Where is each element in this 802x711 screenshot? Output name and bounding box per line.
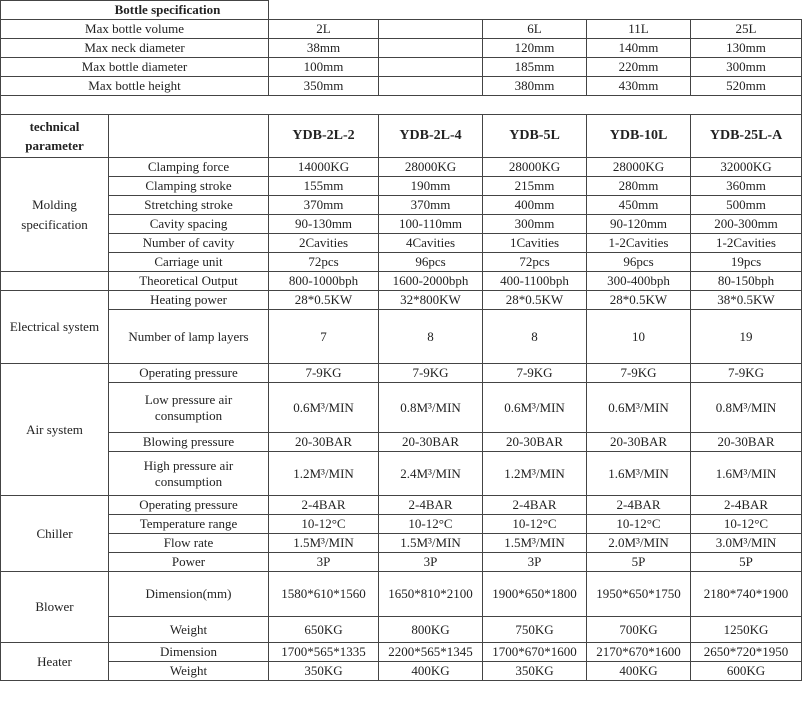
cell: 28*0.5KW xyxy=(269,291,379,310)
cell: 360mm xyxy=(691,177,802,196)
row-label: Cavity spacing xyxy=(109,215,269,234)
cell: 2200*565*1345 xyxy=(379,643,483,662)
cell: 11L xyxy=(587,20,691,39)
cell: 155mm xyxy=(269,177,379,196)
cell: 2-4BAR xyxy=(379,496,483,515)
cell: 0.6M³/MIN xyxy=(269,383,379,433)
cell: 20-30BAR xyxy=(691,433,802,452)
row-label: High pressure air consumption xyxy=(109,452,269,496)
cell: 2170*670*1600 xyxy=(587,643,691,662)
bottle-spec-row xyxy=(1,20,802,39)
cell: 7-9KG xyxy=(691,364,802,383)
row-label: Temperature range xyxy=(109,515,269,534)
cell: 7 xyxy=(269,310,379,364)
cell xyxy=(379,58,483,77)
cell: 7-9KG xyxy=(379,364,483,383)
cell: 80-150bph xyxy=(691,272,802,291)
cell: 140mm xyxy=(587,39,691,58)
spec-row xyxy=(1,234,802,253)
cell: 1580*610*1560 xyxy=(269,572,379,617)
bottle-spec-title: Bottle specification xyxy=(1,1,269,20)
cell: 3P xyxy=(269,553,379,572)
cell: 400KG xyxy=(379,662,483,681)
cell: 1.6M³/MIN xyxy=(587,452,691,496)
row-label: Number of cavity xyxy=(109,234,269,253)
spec-row xyxy=(1,534,802,553)
cell: 8 xyxy=(483,310,587,364)
cell: 100mm xyxy=(269,58,379,77)
cell: 90-130mm xyxy=(269,215,379,234)
cell: 1.5M³/MIN xyxy=(269,534,379,553)
row-label: Operating pressure xyxy=(109,364,269,383)
cell: 1700*670*1600 xyxy=(483,643,587,662)
cell: 600KG xyxy=(691,662,802,681)
group-label-air: Air system xyxy=(1,364,109,496)
cell: 4Cavities xyxy=(379,234,483,253)
cell: 20-30BAR xyxy=(379,433,483,452)
row-label: Carriage unit xyxy=(109,253,269,272)
cell: 6L xyxy=(483,20,587,39)
row-label: Clamping stroke xyxy=(109,177,269,196)
spacer-row xyxy=(1,96,802,115)
spec-row xyxy=(1,433,802,452)
cell: 200-300mm xyxy=(691,215,802,234)
cell: 400mm xyxy=(483,196,587,215)
technical-parameter-title: technical parameter xyxy=(1,115,109,158)
cell: 0.6M³/MIN xyxy=(587,383,691,433)
spec-row xyxy=(1,196,802,215)
cell: 370mm xyxy=(379,196,483,215)
cell: 2-4BAR xyxy=(587,496,691,515)
group-label-chiller: Chiller xyxy=(1,496,109,572)
row-label: Heating power xyxy=(109,291,269,310)
row-label: Weight xyxy=(109,662,269,681)
spec-row xyxy=(1,515,802,534)
cell: 2.0M³/MIN xyxy=(587,534,691,553)
cell: 96pcs xyxy=(379,253,483,272)
cell: 96pcs xyxy=(587,253,691,272)
cell: 1.5M³/MIN xyxy=(483,534,587,553)
cell: 10-12°C xyxy=(587,515,691,534)
row-label: Theoretical Output xyxy=(109,272,269,291)
row-label: Weight xyxy=(109,617,269,643)
cell: 1.2M³/MIN xyxy=(269,452,379,496)
bottle-spec-title-row xyxy=(1,1,802,20)
row-label: Dimension(mm) xyxy=(109,572,269,617)
cell: 32*800KW xyxy=(379,291,483,310)
spec-row xyxy=(1,364,802,383)
cell: 100-110mm xyxy=(379,215,483,234)
cell: 2Cavities xyxy=(269,234,379,253)
cell xyxy=(379,39,483,58)
cell: 72pcs xyxy=(483,253,587,272)
cell: 72pcs xyxy=(269,253,379,272)
cell: 380mm xyxy=(483,77,587,96)
cell: 370mm xyxy=(269,196,379,215)
cell: 0.8M³/MIN xyxy=(691,383,802,433)
bottle-spec-row xyxy=(1,39,802,58)
cell: 1250KG xyxy=(691,617,802,643)
cell: 28000KG xyxy=(483,158,587,177)
group-label-blower: Blower xyxy=(1,572,109,643)
cell: 1.5M³/MIN xyxy=(379,534,483,553)
cell: 10-12°C xyxy=(483,515,587,534)
cell: 20-30BAR xyxy=(483,433,587,452)
cell: 3.0M³/MIN xyxy=(691,534,802,553)
cell: 20-30BAR xyxy=(269,433,379,452)
bottle-spec-row xyxy=(1,58,802,77)
model-header: YDB-25L-A xyxy=(691,115,802,158)
cell: 32000KG xyxy=(691,158,802,177)
cell: 38*0.5KW xyxy=(691,291,802,310)
model-header-row xyxy=(1,115,802,158)
spec-row xyxy=(1,215,802,234)
cell: 2-4BAR xyxy=(691,496,802,515)
model-header: YDB-10L xyxy=(587,115,691,158)
cell: 7-9KG xyxy=(269,364,379,383)
model-header: YDB-5L xyxy=(483,115,587,158)
model-header: YDB-2L-4 xyxy=(379,115,483,158)
spec-row xyxy=(1,158,802,177)
cell: 2-4BAR xyxy=(269,496,379,515)
row-label: Flow rate xyxy=(109,534,269,553)
cell: 14000KG xyxy=(269,158,379,177)
row-label: Clamping force xyxy=(109,158,269,177)
cell: 430mm xyxy=(587,77,691,96)
cell: 1Cavities xyxy=(483,234,587,253)
cell: 28*0.5KW xyxy=(483,291,587,310)
cell: 3P xyxy=(379,553,483,572)
cell: 120mm xyxy=(483,39,587,58)
cell: 130mm xyxy=(691,39,802,58)
spec-row xyxy=(1,310,802,364)
row-label: Max bottle height xyxy=(1,77,269,96)
cell: 190mm xyxy=(379,177,483,196)
cell: 1-2Cavities xyxy=(691,234,802,253)
cell: 10-12°C xyxy=(379,515,483,534)
cell: 1700*565*1335 xyxy=(269,643,379,662)
cell: 700KG xyxy=(587,617,691,643)
spec-row xyxy=(1,643,802,662)
row-label: Stretching stroke xyxy=(109,196,269,215)
cell: 350KG xyxy=(483,662,587,681)
group-label-molding: Molding specification xyxy=(1,158,109,272)
cell: 0.6M³/MIN xyxy=(483,383,587,433)
cell: 5P xyxy=(691,553,802,572)
cell: 650KG xyxy=(269,617,379,643)
cell: 400-1100bph xyxy=(483,272,587,291)
row-label: Max neck diameter xyxy=(1,39,269,58)
cell: 2-4BAR xyxy=(483,496,587,515)
cell: 28000KG xyxy=(587,158,691,177)
cell: 38mm xyxy=(269,39,379,58)
cell: 300mm xyxy=(691,58,802,77)
cell: 1650*810*2100 xyxy=(379,572,483,617)
cell: 215mm xyxy=(483,177,587,196)
cell: 3P xyxy=(483,553,587,572)
spec-row xyxy=(1,253,802,272)
spec-row xyxy=(1,291,802,310)
cell: 220mm xyxy=(587,58,691,77)
cell: 7-9KG xyxy=(587,364,691,383)
cell: 19pcs xyxy=(691,253,802,272)
row-label: Max bottle volume xyxy=(1,20,269,39)
cell: 185mm xyxy=(483,58,587,77)
group-label-electrical: Electrical system xyxy=(1,291,109,364)
cell: 8 xyxy=(379,310,483,364)
cell: 0.8M³/MIN xyxy=(379,383,483,433)
cell: 7-9KG xyxy=(483,364,587,383)
cell: 28*0.5KW xyxy=(587,291,691,310)
cell: 28000KG xyxy=(379,158,483,177)
cell: 350KG xyxy=(269,662,379,681)
cell: 1-2Cavities xyxy=(587,234,691,253)
model-header: YDB-2L-2 xyxy=(269,115,379,158)
cell: 800-1000bph xyxy=(269,272,379,291)
cell xyxy=(379,20,483,39)
spec-row xyxy=(1,572,802,617)
cell: 750KG xyxy=(483,617,587,643)
spec-row xyxy=(1,383,802,433)
cell: 25L xyxy=(691,20,802,39)
cell: 1600-2000bph xyxy=(379,272,483,291)
row-label: Power xyxy=(109,553,269,572)
cell: 20-30BAR xyxy=(587,433,691,452)
spec-row xyxy=(1,177,802,196)
cell: 1.6M³/MIN xyxy=(691,452,802,496)
cell: 300mm xyxy=(483,215,587,234)
cell: 1.2M³/MIN xyxy=(483,452,587,496)
spec-row xyxy=(1,496,802,515)
cell: 800KG xyxy=(379,617,483,643)
row-label: Dimension xyxy=(109,643,269,662)
cell: 2L xyxy=(269,20,379,39)
cell: 2.4M³/MIN xyxy=(379,452,483,496)
cell: 10-12°C xyxy=(691,515,802,534)
cell: 19 xyxy=(691,310,802,364)
row-label: Max bottle diameter xyxy=(1,58,269,77)
cell: 520mm xyxy=(691,77,802,96)
spec-row xyxy=(1,452,802,496)
cell: 90-120mm xyxy=(587,215,691,234)
spec-row xyxy=(1,662,802,681)
cell: 500mm xyxy=(691,196,802,215)
cell: 2180*740*1900 xyxy=(691,572,802,617)
cell: 280mm xyxy=(587,177,691,196)
cell: 2650*720*1950 xyxy=(691,643,802,662)
cell: 1950*650*1750 xyxy=(587,572,691,617)
row-label: Blowing pressure xyxy=(109,433,269,452)
cell xyxy=(379,77,483,96)
cell: 5P xyxy=(587,553,691,572)
bottle-spec-row xyxy=(1,77,802,96)
cell: 1900*650*1800 xyxy=(483,572,587,617)
cell: 450mm xyxy=(587,196,691,215)
spec-row xyxy=(1,617,802,643)
spec-row xyxy=(1,272,802,291)
cell: 10-12°C xyxy=(269,515,379,534)
cell: 10 xyxy=(587,310,691,364)
group-label-heater: Heater xyxy=(1,643,109,681)
spec-row xyxy=(1,553,802,572)
cell: 300-400bph xyxy=(587,272,691,291)
row-label: Operating pressure xyxy=(109,496,269,515)
cell: 350mm xyxy=(269,77,379,96)
row-label: Number of lamp layers xyxy=(109,310,269,364)
row-label: Low pressure air consumption xyxy=(109,383,269,433)
cell: 400KG xyxy=(587,662,691,681)
